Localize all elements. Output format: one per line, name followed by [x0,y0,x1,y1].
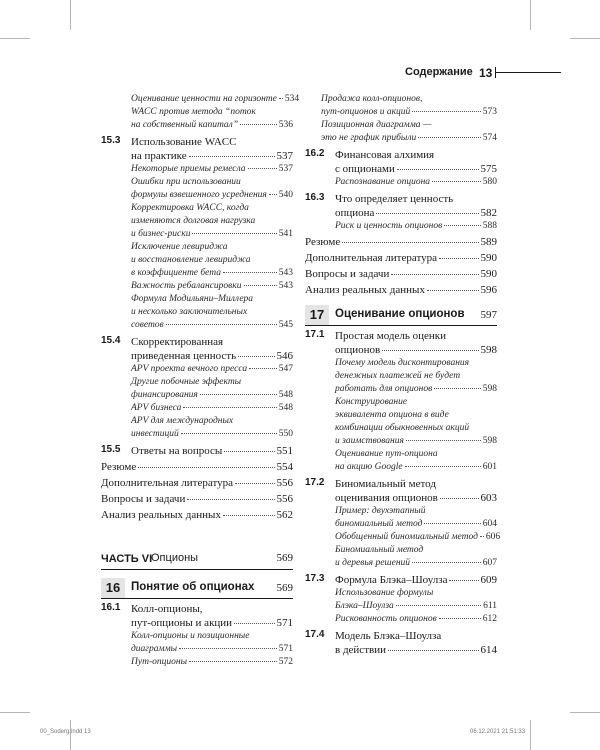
subsection-entry [305,505,497,531]
subsection-entry [101,163,293,176]
chapter-number: 16 [101,578,125,598]
entry-line [131,189,293,202]
entry-text: Рискованность опционов [335,614,437,624]
crop-mark [530,0,531,30]
entry-line: и восстановление левириджа [131,255,251,265]
entry-line [101,492,293,506]
entry-line [131,163,293,176]
subsection-entry [101,415,293,441]
toc-page-number: 590 [480,252,497,264]
entry-line [335,176,497,189]
dot-leader [238,356,274,357]
dot-leader [181,433,277,434]
entry-text: Важность ребалансировки [131,281,242,291]
subsection-entry [305,448,497,474]
entry-text: Дополнительная литература [305,252,437,264]
toc-page-number: 611 [483,601,497,611]
entry-text: Резюме [101,461,137,473]
entry-line: Модель Блэка–Шоулза [335,630,442,642]
subsection-entry [101,202,293,241]
entry-line: и несколько заключительных [131,307,248,317]
toc-page-number: 609 [480,574,497,586]
section-entry [101,335,293,363]
entry-text: опциона [335,207,375,219]
crop-mark [0,712,30,713]
entry-text: на собственный капитал” [131,120,239,130]
toc-page-number: 572 [278,657,293,667]
entry-text: Блэка–Шоулза [335,601,394,611]
entry-line [131,319,293,332]
toc-page-number: 596 [480,284,497,296]
entry-line: Колл-опционы и позиционные [131,631,250,641]
entry-text: Оценивание ценности на горизонте [131,94,277,104]
header-rule [495,72,561,73]
toc-page-number: 601 [482,462,497,472]
entry-line [131,389,293,402]
section-number: 16.1 [101,602,121,613]
subsection-entry [305,587,497,613]
chapter-title: Оценивание опционов [335,308,465,320]
entry-line [335,491,497,505]
entry-text: приведенная ценность [131,350,237,362]
subsection-entry [305,119,497,145]
dot-leader [412,562,481,563]
section-entry [305,573,497,587]
entry-line: эквивалента опциона в виде [335,410,449,420]
entry-line [335,383,497,396]
toc-page-number: 540 [278,190,293,200]
toc-page-number: 543 [278,268,293,278]
entry-line [131,267,293,280]
entry-line [305,267,497,281]
entry-line: денежных платежей не будет [335,371,461,381]
dot-leader [189,156,275,157]
toc-page-number: 548 [278,403,293,413]
crop-mark [570,712,600,713]
entry-line [131,428,293,441]
section-entry [305,629,497,657]
entry-text: Резюме [305,236,341,248]
subsection-entry [305,93,497,119]
entry-line: Другие побочные эффекты [131,377,242,387]
section-entry [305,192,497,220]
entry-text: Ответы на вопросы [131,445,223,457]
entry-line: Продажа колл-опционов, [321,94,423,104]
dot-leader [444,225,481,226]
toc-page-number: 554 [276,461,293,473]
chapter-title: Понятие об опционах [131,581,255,593]
entry-line [131,616,293,630]
entry-line: Исключение левириджа [131,242,228,252]
dot-leader [138,467,274,468]
entry-line [131,363,293,376]
entry-line: Простая модель оценки [335,330,446,342]
entry-line [131,228,293,241]
subsection-entry [101,376,293,402]
toc-page-number: 534 [284,94,300,104]
section-number: 15.4 [101,335,121,346]
entry-line: Биномиальный метод [335,545,424,555]
toc-entry [101,508,293,522]
entry-text: Анализ реальных данных [101,509,221,521]
dot-leader [439,618,481,619]
entry-line [131,149,293,163]
toc-page-number: 598 [480,344,497,356]
entry-line: Формула Модильяни–Миллера [131,294,254,304]
section-number: 16.2 [305,148,325,159]
dot-leader [391,274,478,275]
print-slug-date: 06.12.2021 21:51:33 [470,729,526,735]
entry-line: Ошибки при использовании [131,177,241,187]
entry-line [131,643,293,656]
entry-line: изменяются долговая нагрузка [131,216,256,226]
entry-line [321,132,497,145]
dot-leader [235,483,275,484]
dot-leader [192,233,276,234]
crop-mark [570,38,600,39]
subsection-entry [101,280,293,293]
toc-page-number: 598 [482,436,497,446]
entry-line: Финансовая алхимия [335,149,435,161]
dot-leader [440,498,479,499]
entry-text: советов [131,320,164,330]
section-number: 17.3 [305,573,325,584]
entry-text: Пут-опционы [131,657,187,667]
toc-page-number: 545 [278,320,293,330]
entry-text: APV бизнеса [131,403,182,413]
entry-text: работать для опционов [335,384,433,394]
entry-line: Что определяет ценность [335,193,454,205]
part-heading [101,552,293,570]
running-header [405,66,560,82]
entry-line: Оценивание пут-опциона [335,449,438,459]
crop-mark [70,720,71,750]
toc-page-number: 606 [485,532,501,542]
dot-leader [376,213,478,214]
dot-leader [396,605,481,606]
running-header-title: Содержание [405,66,473,78]
entry-line [131,444,293,458]
entry-text: в действии [335,644,386,656]
toc-page-number: 597 [480,309,497,321]
entry-line: WACC против метода “поток [131,107,256,117]
entry-text: Формула Блэка–Шоулза [335,574,448,586]
toc-page-number: 571 [278,644,293,654]
entry-text: опционов [335,344,381,356]
section-number: 16.3 [305,192,325,203]
section-entry [101,135,293,163]
entry-text: и бизнес-риски [131,229,191,239]
entry-text: диаграммы [131,644,178,654]
entry-line [131,656,293,669]
subsection-entry [305,531,501,544]
dot-leader [240,124,277,125]
toc-page-number: 546 [276,350,293,362]
dot-leader [405,466,481,467]
subsection-entry [101,630,293,656]
print-slug-file: 00_Soderg.indd 13 [40,729,91,735]
part-label: ЧАСТЬ VI [101,553,153,565]
toc-page-number: 598 [482,384,497,394]
subsection-entry [101,241,293,280]
toc-entry [305,267,497,281]
section-entry [101,602,293,630]
dot-leader [223,272,277,273]
dot-leader [166,324,277,325]
subsection-entry [101,402,293,415]
toc-column-right [305,93,501,657]
dot-leader [449,580,478,581]
toc-page-number: 556 [276,493,293,505]
entry-text: формулы взвешенного усреднения [131,190,267,200]
toc-page-number: 573 [482,107,497,117]
entry-line: Пример: двухэтапный [335,506,426,516]
entry-line [335,461,497,474]
entry-line: Колл-опционы, [131,603,203,615]
entry-text: в коэффициенте бета [131,268,221,278]
section-number: 15.5 [101,444,121,455]
entry-text: с опционами [335,163,395,175]
entry-line [335,531,501,544]
entry-text: финансирования [131,390,198,400]
entry-text: и деревья решений [335,558,411,568]
subsection-entry [305,220,497,233]
entry-line: Конструирование [335,397,408,407]
entry-text: APV проекта вечного пресса [131,364,248,374]
entry-text: Анализ реальных данных [305,284,425,296]
toc-page-number: 612 [482,614,497,624]
entry-line [335,600,497,613]
toc-column-left [101,93,300,669]
toc-page-number: 543 [278,281,293,291]
entry-line [305,283,497,297]
dot-leader [279,98,283,99]
section-number: 15.3 [101,135,121,146]
dot-leader [432,181,481,182]
entry-line: APV для международных [131,416,234,426]
crop-mark [0,38,30,39]
dot-leader [200,394,277,395]
entry-line: комбинации обыкновенных акций [335,423,470,433]
toc-entry [305,251,497,265]
dot-leader [223,515,275,516]
dot-leader [412,111,480,112]
entry-text: пут-опционы и акции [131,617,233,629]
toc-page-number: 575 [480,163,497,175]
toc-entry [101,476,293,490]
chapter-heading [101,578,293,599]
dot-leader [434,388,480,389]
dot-leader [397,169,479,170]
entry-line [101,460,293,474]
dot-leader [249,368,277,369]
toc-page-number: 588 [482,221,497,231]
toc-page-number: 607 [482,558,497,568]
entry-line [305,251,497,265]
toc-page-number: 541 [278,229,293,239]
dot-leader [427,290,479,291]
entry-line [131,349,293,363]
section-number: 17.4 [305,629,325,640]
toc-page-number: 569 [276,582,293,594]
entry-line [335,220,497,233]
toc-page-number: 571 [276,617,293,629]
section-number: 17.1 [305,329,325,340]
chapter-heading [305,305,497,326]
toc-entry [101,460,293,474]
toc-page-number: 589 [480,236,497,248]
dot-leader [244,285,277,286]
part-title: Опционы [151,552,199,564]
entry-text: это не график прибыли [321,133,417,143]
toc-page-number: 569 [276,552,293,564]
entry-text: оценивания опционов [335,492,438,504]
entry-text: на практике [131,150,187,162]
dot-leader [224,451,274,452]
entry-line: Почему модель дисконтирования [335,358,470,368]
toc-page-number: 550 [278,429,293,439]
dot-leader [406,440,481,441]
dot-leader [439,258,479,259]
dot-leader [179,648,277,649]
entry-line [335,573,497,587]
entry-line [131,93,300,106]
entry-line [305,235,497,249]
entry-line [335,518,497,531]
toc-page-number: 614 [480,644,497,656]
toc-page-number: 551 [276,445,293,457]
dot-leader [183,407,276,408]
toc-page-number: 582 [480,207,497,219]
entry-line: Использование WACC [131,136,237,148]
dot-leader [382,350,478,351]
subsection-entry [101,656,293,669]
entry-line [335,206,497,220]
entry-line [335,613,497,626]
dot-leader [424,523,480,524]
entry-line [101,476,293,490]
subsection-entry [101,293,293,332]
crop-mark [70,0,71,30]
entry-text: биномиальный метод [335,519,423,529]
subsection-entry [305,176,497,189]
toc-page-number: 580 [482,177,497,187]
entry-text: Некоторые приемы ремесла [131,164,246,174]
entry-line: Скорректированная [131,336,224,348]
toc-page-number: 590 [480,268,497,280]
toc-page-number: 537 [278,164,293,174]
entry-text: на акцию Google [335,462,403,472]
dot-leader [269,194,277,195]
subsection-entry [305,544,497,570]
toc-entry [305,235,497,249]
entry-line: Корректировка WACC, когда [131,203,249,213]
chapter-number: 17 [305,305,329,325]
dot-leader [418,137,481,138]
entry-line [101,508,293,522]
entry-text: Риск и ценность опционов [335,221,443,231]
toc-page-number: 604 [482,519,497,529]
toc-page-number: 603 [480,492,497,504]
dot-leader [342,242,478,243]
toc-page-number: 537 [276,150,293,162]
dot-leader [388,650,479,651]
entry-line [335,557,497,570]
entry-line: Использование формулы [335,588,434,598]
crop-mark [530,720,531,750]
toc-page-number: 574 [482,133,497,143]
entry-line [335,343,497,357]
entry-line [131,119,293,132]
section-entry [305,477,497,505]
subsection-entry [101,106,293,132]
section-entry [101,444,293,458]
page-number: 13 [479,66,493,80]
dot-leader [189,661,277,662]
entry-line [321,106,497,119]
subsection-entry [101,176,293,202]
dot-leader [480,536,484,537]
subsection-entry [101,93,300,106]
subsection-entry [101,363,293,376]
subsection-entry [305,613,497,626]
entry-text: Вопросы и задачи [101,493,186,505]
entry-text: Обобщенный биномиальный метод [335,532,478,542]
toc-entry [305,283,497,297]
toc-entry [101,492,293,506]
entry-line [131,402,293,415]
entry-text: Распознавание опциона [335,177,431,187]
toc-page-number: 547 [278,364,293,374]
toc-page-number: 562 [276,509,293,521]
entry-line [335,435,497,448]
entry-line [335,643,497,657]
entry-line [335,162,497,176]
entry-text: инвестиций [131,429,179,439]
entry-text: Дополнительная литература [101,477,233,489]
entry-line: Позиционная диаграмма — [321,120,432,130]
section-entry [305,329,497,357]
dot-leader [248,168,277,169]
entry-line [131,280,293,293]
toc-page-number: 556 [276,477,293,489]
section-number: 17.2 [305,477,325,488]
entry-line: Биномиальный метод [335,478,436,490]
toc-page-number: 536 [278,120,293,130]
entry-text: пут-опционов и акций [321,107,411,117]
dot-leader [187,499,274,500]
entry-text: Вопросы и задачи [305,268,390,280]
subsection-entry [305,396,497,448]
toc-page-number: 548 [278,390,293,400]
subsection-entry [305,357,497,396]
entry-text: и заимствования [335,436,404,446]
section-entry [305,148,497,176]
dot-leader [234,623,274,624]
